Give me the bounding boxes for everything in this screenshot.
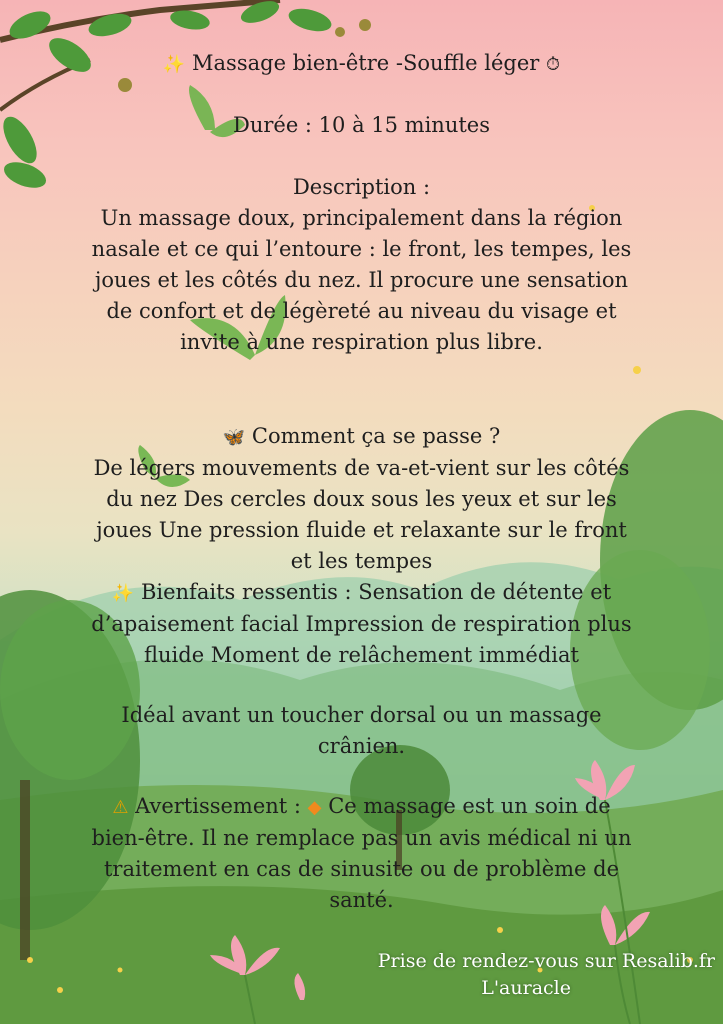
duration-text: Durée : 10 à 15 minutes [233, 113, 490, 137]
footer [295, 948, 715, 1002]
signature-text: L'auracle [481, 977, 571, 999]
title-section [90, 48, 633, 80]
how-heading-text: Comment ça se passe ? [251, 424, 501, 448]
stopwatch-icon: ⏱ [546, 54, 561, 75]
warning-icon: ⚠ [112, 797, 129, 818]
benefits-text [90, 577, 633, 671]
benefits-body: Bienfaits ressentis : Sensation de détente et d’apaisement facial Impression de respiration plus fluide Moment de relâchement immédiat [91, 580, 632, 667]
how-section [90, 421, 633, 671]
page-title [90, 48, 633, 80]
description-text: Un massage doux, principalement dans la région nasale et ce qui l’entoure : le front, les tempes, les joues et les côtés du nez. Il procure une sensation de confort et de légèreté au niveau du visage et invite à une respiration plus libre. [91, 206, 632, 354]
butterfly-icon: 🦋 [222, 427, 246, 448]
sparkles-icon: ✨ [162, 54, 186, 75]
how-heading [90, 421, 633, 453]
duration-section [90, 110, 633, 141]
description-section [90, 172, 633, 358]
title-text: Massage bien-être -Souffle léger [192, 51, 540, 75]
warning-body: Ce massage est un soin de bien-être. Il ne remplace pas un avis médical ni un traitement en cas de sinusite ou de problème de santé. [91, 794, 632, 912]
warning-section [90, 791, 633, 916]
warning-label: Avertissement : [135, 794, 301, 818]
orange-diamond-icon: ◆ [307, 797, 322, 818]
ideal-section [90, 700, 633, 762]
ideal-text: Idéal avant un toucher dorsal ou un massage crânien. [121, 703, 602, 758]
description-heading: Description : [292, 175, 431, 199]
warning-text [90, 791, 633, 916]
sparkles-icon: ✨ [111, 583, 135, 604]
how-text: De légers mouvements de va-et-vient sur les côtés du nez Des cercles doux sous les yeux et sur les joues Une pression fluide et relaxante sur le front et les tempes [93, 456, 630, 573]
booking-text: Prise de rendez-vous sur Resalib.fr [377, 950, 715, 972]
